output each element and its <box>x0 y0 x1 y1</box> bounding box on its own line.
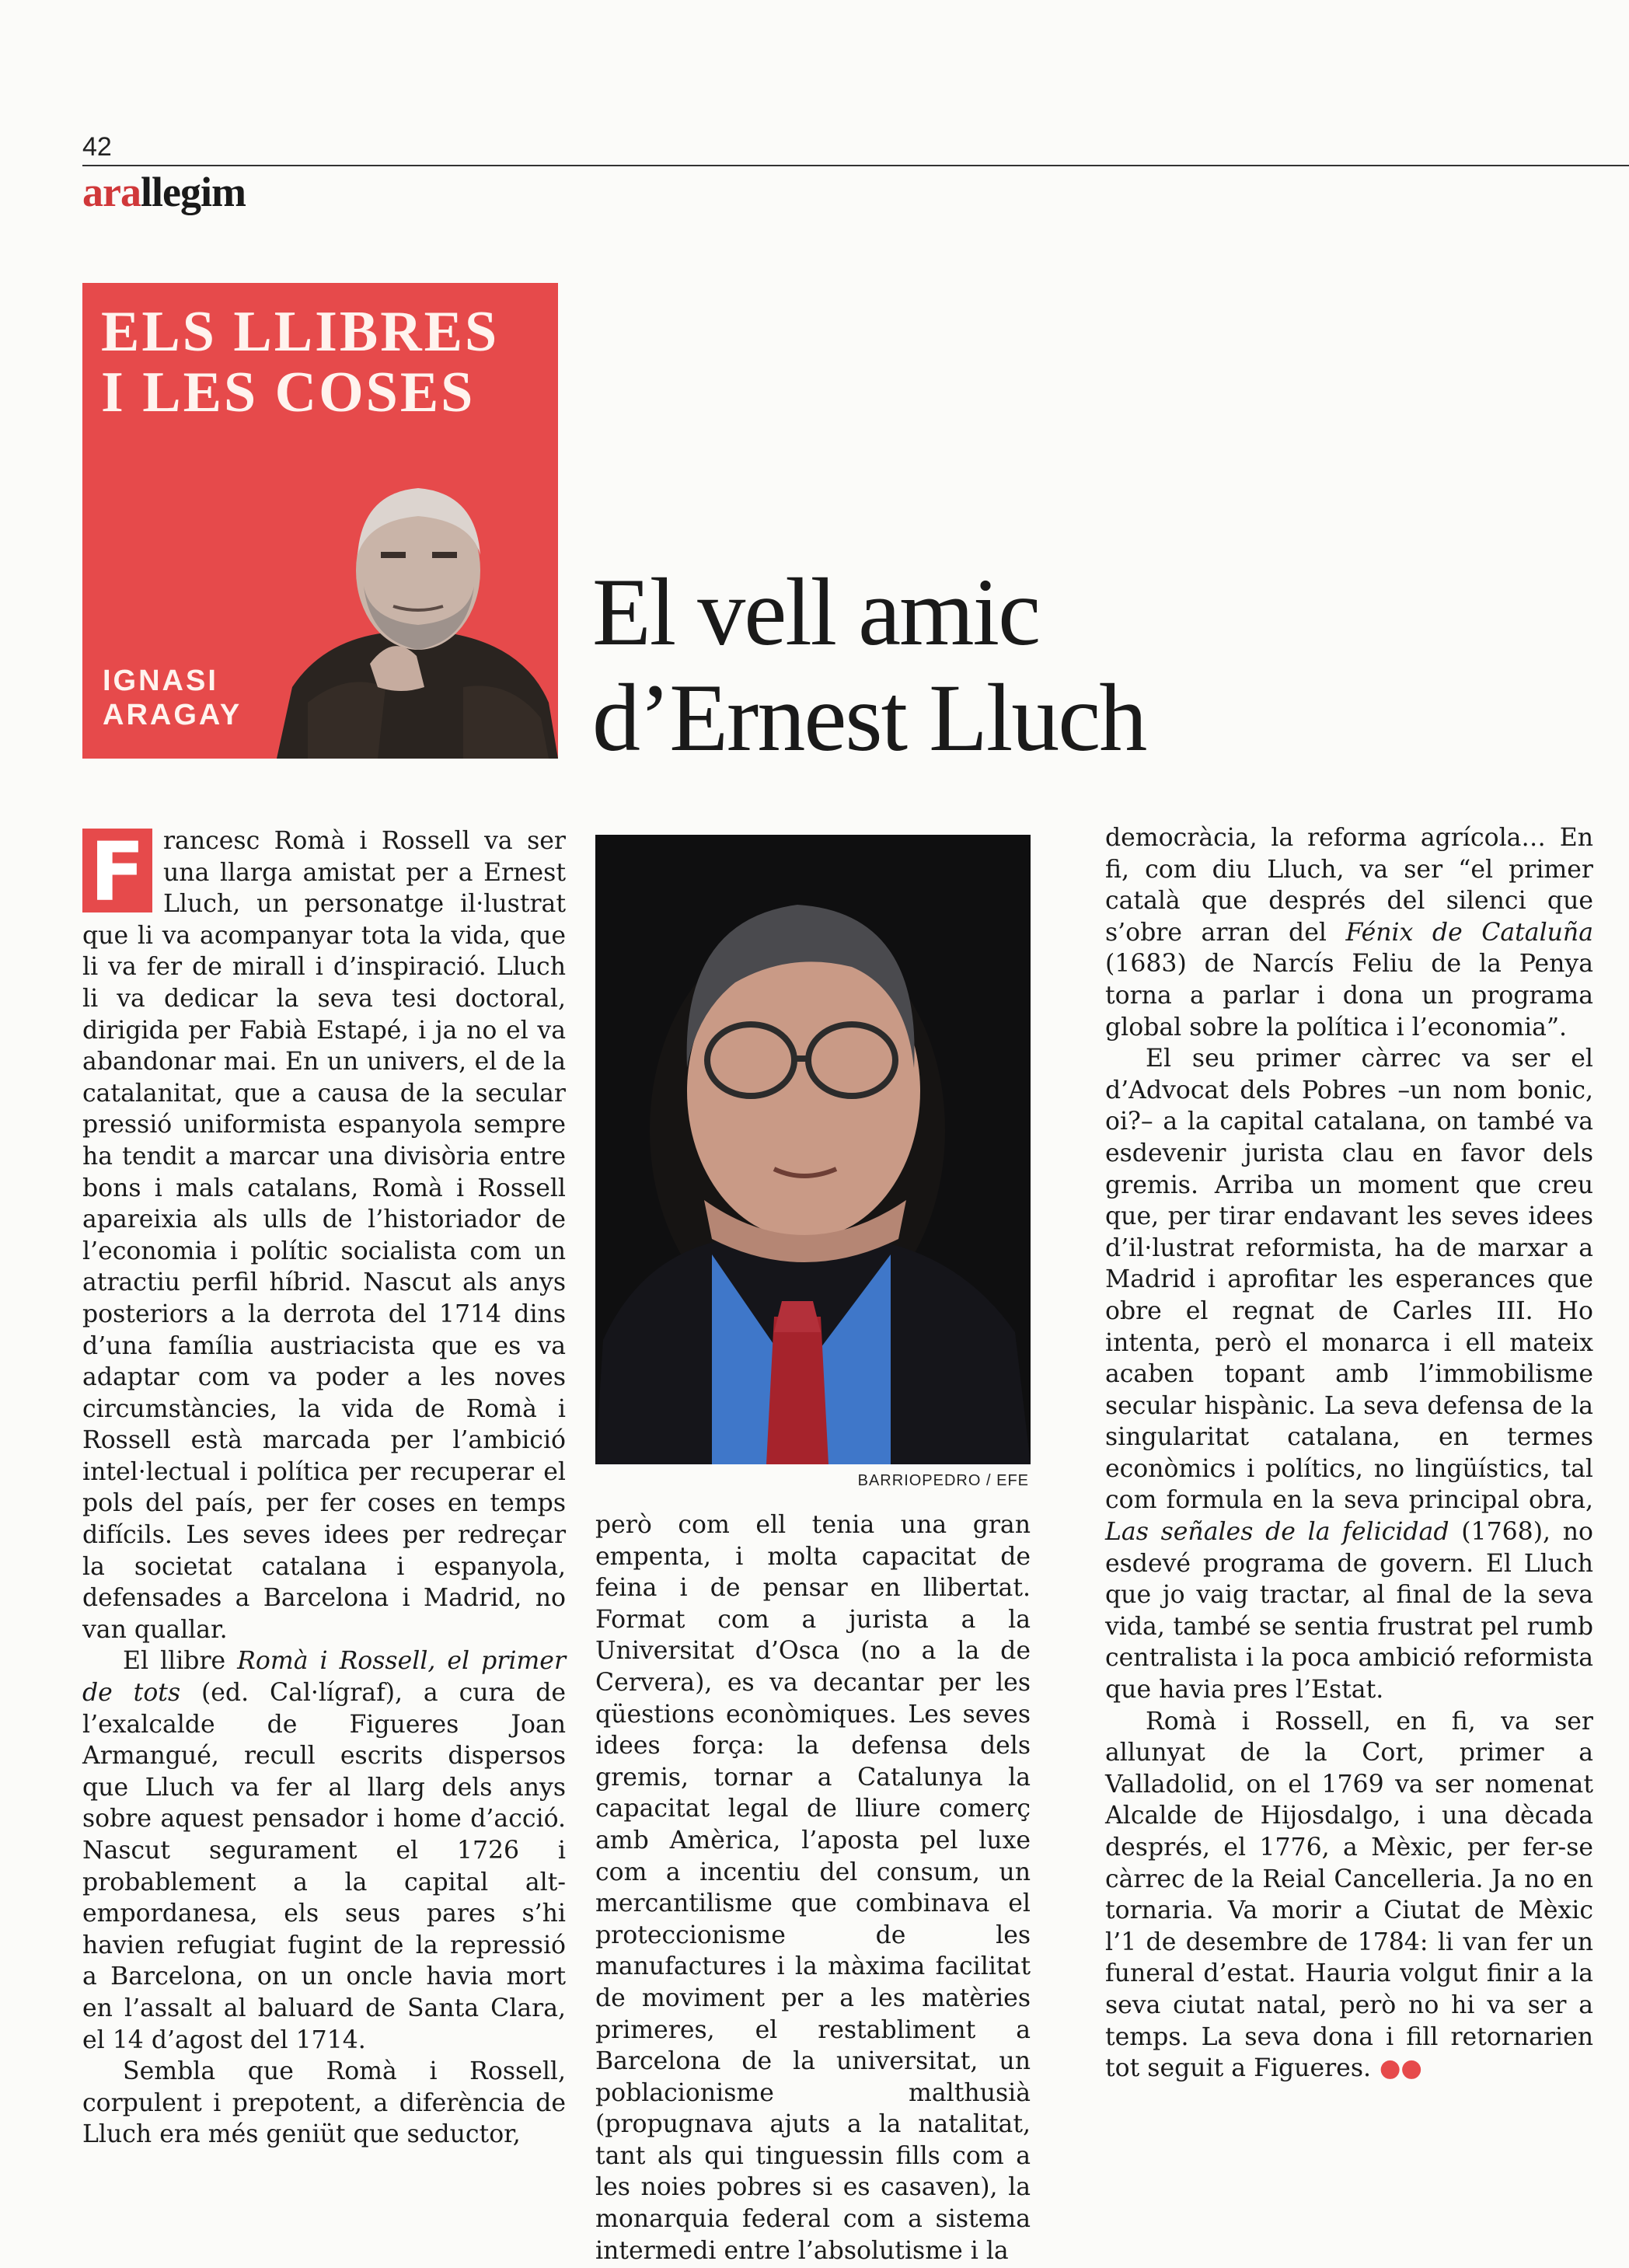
headline-line-1: El vell amic <box>592 559 1040 665</box>
column-title-line-2: I LES COSES <box>101 361 476 424</box>
column-header-box <box>82 283 558 759</box>
paragraph-text: Romà i Rossell, en fi, va ser allunyat de la Cort, primer a Valladolid, on el 1769 va ser nomenat Alcalde de Hijosdalgo, i una dècada després, el 1776, a Mèxic, per fer-se càrrec de la Reial Cancelleria. Ja no en tornaria. Va morir a Ciutat de Mèxic l’1 de desembre de 1784: li van fer un funeral d’estat. Hauria volgut finir a la seva ciutat natal, però no hi va ser a temps. La seva dona i fill retornarien tot seguit a Figueres. <box>1105 1707 1593 2083</box>
paragraph <box>1105 1043 1593 1705</box>
section-name: llegim <box>140 169 246 215</box>
article-column-2 <box>595 1509 1031 2266</box>
book-title: Romà i Rossell, el primer de tots <box>82 1647 566 1708</box>
paragraph-text: (ed. Cal·lígraf), a cura de l’exalcalde de Figueres Joan Armangué, recull escrits dispersos que Lluch va fer al llarg dels anys sobre aquest pensador i home d’acció. Nascut segurament el 1726 i probablement a la capital alt-empordanesa, els seus pares s’hi havien refugiat fugint de la repressió a Barcelona, on un oncle havia mort en l’assalt al baluard de Santa Clara, el 14 d’agost del 1714. <box>82 1679 567 2054</box>
end-of-article-icon: ●● <box>1371 2054 1422 2083</box>
column-title <box>101 302 552 423</box>
book-title: Fénix de Cataluña <box>1345 918 1594 947</box>
paragraph: però com ell tenia una gran empenta, i molta capacitat de feina i de pensar en llibertat. Format com a jurista a la Universitat d’Osca (no a la de Cervera), es va decantar per les qüestions econòmiques. Les seves idees força: la defensa dels gremis, tornar a Catalunya la capacitat legal de lliure comerç amb Amèrica, l’aposta pel luxe com a incentiu del consum, un mercantilisme que combinava el proteccionisme de les manufactures i la màxima facilitat de moviment per a les matèries primeres, el restabliment a Barcelona de la universitat, un poblacionisme malthusià (propugnava ajuts a la natalitat, tant als qui tinguessin fills com a les noies pobres si es casaven), la monarquia federal com a sistema intermedi entre l’absolutisme i la <box>595 1511 1031 2265</box>
columnist-name <box>103 664 242 732</box>
paragraph <box>82 1645 566 2056</box>
section-title <box>82 168 246 216</box>
paragraph: Sembla que Romà i Rossell, corpulent i prepotent, a diferència de Lluch era més geniüt que seductor, <box>82 2057 566 2149</box>
article-column-3 <box>1105 822 1593 2085</box>
header-rule <box>82 165 1629 166</box>
photo-portrait-ernest-lluch <box>595 835 1031 1464</box>
columnist-last-name: ARAGAY <box>103 699 242 731</box>
author-portrait <box>277 454 558 759</box>
headline-line-2: d’Ernest Lluch <box>592 665 1146 771</box>
paragraph-text: (1768), no esdevé programa de govern. El Lluch que jo vaig tractar, al final de la seva vida, també se sentia frustrat pel rumb centralista i la poca ambició reformista que havia pres l’Estat. <box>1105 1518 1593 1704</box>
article-photo <box>595 835 1031 1464</box>
column-title-line-1: ELS LLIBRES <box>101 300 500 364</box>
photo-credit: BARRIOPEDRO / EFE <box>857 1472 1029 1489</box>
drop-cap <box>82 829 152 912</box>
paragraph-text: rancesc Romà i Rossell va ser una llarga amistat per a Ernest Lluch, un personatge il·lustrat que li va acompanyar tota la vida, que li va fer de mirall i d’inspiració. Lluch li va dedicar la seva tesi doctoral, dirigida per Fabià Estapé, i ja no el va abandonar mai. En un univers, el de la catalanitat, que a causa de la secular pressió uniformista espanyola sempre ha tendit a marcar una divisòria entre bons i mals catalans, Romà i Rossell apareixia als ulls de l’historiador de l’economia i polític socialista com un atractiu perfil híbrid. Nascut als anys posteriors a la derrota del 1714 dins d’una família austriacista que es va adaptar com va poder a les noves circumstàncies, la vida de Romà i Rossell està marcada per l’ambició intel·lectual i política per recuperar el pols del país, per fer coses en temps difícils. Les seves idees per redreçar la societat catalana i espanyola, defensades a Barcelona i Madrid, no van quallar. <box>82 827 566 1644</box>
book-title: Las señales de la felicidad <box>1105 1518 1449 1547</box>
columnist-first-name: IGNASI <box>103 665 218 697</box>
paragraph <box>82 825 566 1645</box>
section-prefix: ara <box>82 169 141 215</box>
paragraph-text: (1683) de Narcís Feliu de la Penya torna a parlar i dona un programa global sobre la política i l’economia”. <box>1105 950 1593 1042</box>
paragraph <box>1105 822 1593 1043</box>
page-number: 42 <box>82 132 112 162</box>
paragraph <box>1105 1706 1593 2085</box>
article-headline <box>592 560 1369 771</box>
paragraph-text: democràcia, la reforma agrícola… En fi, com diu Lluch, va ser “el primer català que després del silenci que s’obre arran del <box>1105 824 1593 947</box>
drop-cap-letter: F <box>89 829 145 912</box>
paragraph-text: El seu primer càrrec va ser el d’Advocat dels Pobres –un nom bonic, oi?– a la capital catalana, on també va esdevenir jurista clau en favor dels gremis. Arriba un moment que creu que, per tirar endavant les seves idees d’il·lustrat reformista, ha de marxar a Madrid i aprofitar les esperances que obre el regnat de Carles III. Ho intenta, però el monarca i ell mateix acaben topant amb l’immobilisme secular hispànic. La seva defensa de la singularitat catalana, en termes econòmics i polítics, no lingüístics, tal com formula en la seva principal obra, <box>1105 1045 1593 1515</box>
article-column-1 <box>82 825 566 2151</box>
drop-cap-glyph <box>82 829 152 912</box>
paragraph-text: El llibre <box>123 1647 238 1676</box>
